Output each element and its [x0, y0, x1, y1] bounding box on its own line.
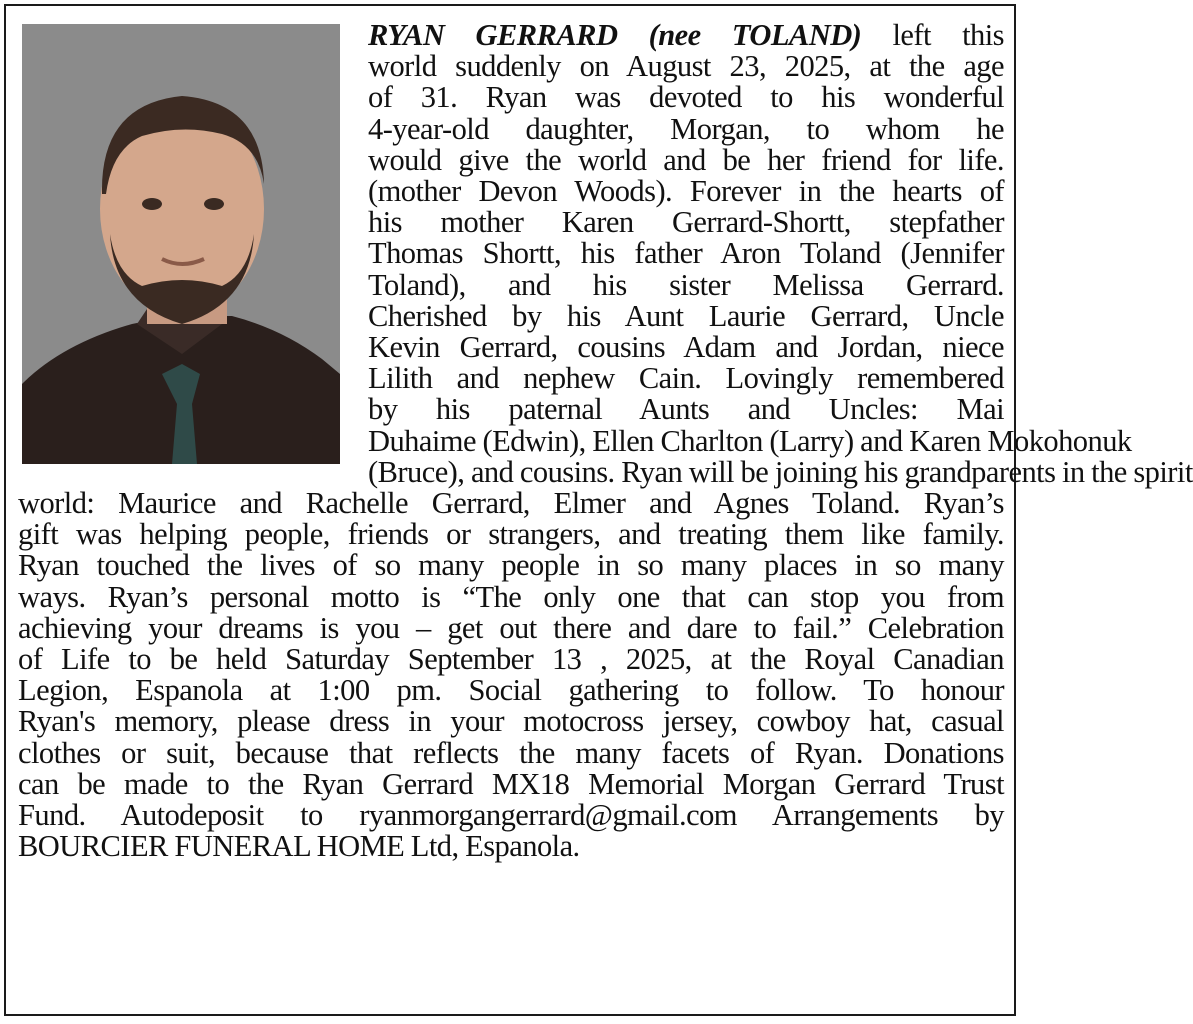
text-line: Kevin Gerrard, cousins Adam and Jordan, niece [368, 330, 1004, 365]
text-line: Legion, Espanola at 1:00 pm. Social gathering to follow. To honour [18, 673, 1004, 708]
text-line: world suddenly on August 23, 2025, at the age [368, 49, 1004, 84]
text-line: world: Maurice and Rachelle Gerrard, Elmer and Agnes Toland. Ryan’s [18, 486, 1004, 521]
text-line: Toland), and his sister Melissa Gerrard. [368, 267, 1004, 302]
text-line: 4-year-old daughter, Morgan, to whom he [368, 111, 1004, 146]
obituary-text [18, 18, 1193, 864]
text-line: Ryan touched the lives of so many people in so many places in so many [18, 548, 1004, 583]
text-line: Thomas Shortt, his father Aron Toland (Jennifer [368, 236, 1004, 271]
text-line: of Life to be held Saturday September 13 , 2025, at the Royal Canadian [18, 642, 1004, 677]
text-line: Duhaime (Edwin), Ellen Charlton (Larry) and Karen Mokohonuk [368, 423, 1132, 458]
text-line: of 31. Ryan was devoted to his wonderful [368, 80, 1004, 115]
text-line: gift was helping people, friends or strangers, and treating them like family. [18, 517, 1004, 552]
text-line: Lilith and nephew Cain. Lovingly remembered [368, 361, 1004, 396]
text-line: would give the world and be her friend for life. [368, 142, 1004, 177]
text-line: his mother Karen Gerrard-Shortt, stepfather [368, 205, 1004, 240]
text-line: RYAN GERRARD (nee TOLAND) left this [368, 18, 1004, 52]
text-line: BOURCIER FUNERAL HOME Ltd, Espanola. [18, 829, 580, 864]
text-line: by his paternal Aunts and Uncles: Mai [368, 392, 1004, 427]
text-line: Fund. Autodeposit to ryanmorgangerrard@gmail.com Arrangements by [18, 798, 1004, 833]
text-line: ways. Ryan’s personal motto is “The only one that can stop you from [18, 579, 1004, 614]
text-line: (Bruce), and cousins. Ryan will be joining his grandparents in the spirit [368, 454, 1193, 489]
photo-spacer [18, 20, 368, 466]
text-line: achieving your dreams is you – get out there and dare to fail.” Celebration [18, 610, 1004, 645]
deceased-name: RYAN GERRARD (nee TOLAND) [368, 18, 862, 52]
text-line: Ryan's memory, please dress in your motocross jersey, cowboy hat, casual [18, 704, 1004, 739]
text-line: can be made to the Ryan Gerrard MX18 Memorial Morgan Gerrard Trust [18, 766, 1004, 801]
text-line: Cherished by his Aunt Laurie Gerrard, Uncle [368, 298, 1004, 333]
text-line: clothes or suit, because that reflects the many facets of Ryan. Donations [18, 735, 1004, 770]
text-line: (mother Devon Woods). Forever in the hearts of [368, 174, 1004, 209]
